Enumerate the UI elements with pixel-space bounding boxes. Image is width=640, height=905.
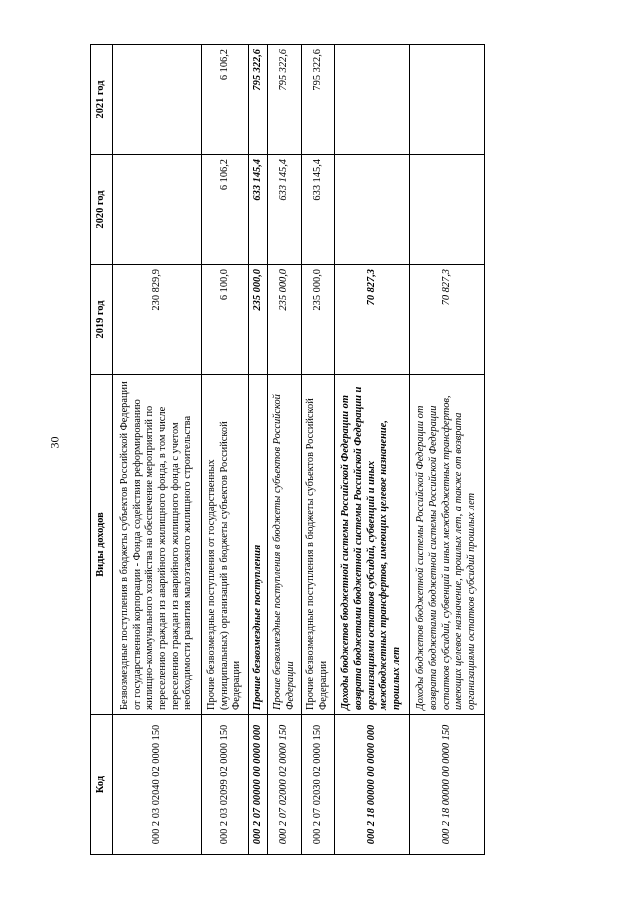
table-body bbox=[113, 45, 485, 855]
row-value-2020: 6 106,2 bbox=[201, 155, 248, 265]
row-revenue-name: Прочие безвозмездные поступления от государственных (муниципальных) организаций в бюджеты субъектов Российской Федерации bbox=[201, 375, 248, 715]
row-value-2021 bbox=[335, 45, 410, 155]
header-year-2020: 2020 год bbox=[91, 155, 113, 265]
revenue-table bbox=[90, 44, 485, 855]
row-value-2021 bbox=[113, 45, 202, 155]
header-revenue-type: Виды доходов bbox=[91, 375, 113, 715]
row-value-2020 bbox=[409, 155, 484, 265]
row-value-2021: 795 322,6 bbox=[268, 45, 301, 155]
row-value-2021: 795 322,6 bbox=[249, 45, 268, 155]
row-value-2020 bbox=[335, 155, 410, 265]
table-row bbox=[301, 45, 334, 855]
row-revenue-name: Прочие безвозмездные поступления bbox=[249, 375, 268, 715]
row-value-2019: 230 829,9 bbox=[113, 265, 202, 375]
table-row bbox=[201, 45, 248, 855]
row-value-2019: 235 000,0 bbox=[268, 265, 301, 375]
row-value-2019: 70 827,3 bbox=[335, 265, 410, 375]
row-code: 000 2 07 02030 02 0000 150 bbox=[301, 715, 334, 855]
row-code: 000 2 03 02040 02 0000 150 bbox=[113, 715, 202, 855]
row-code: 000 2 03 02099 02 0000 150 bbox=[201, 715, 248, 855]
header-year-2019: 2019 год bbox=[91, 265, 113, 375]
table-row bbox=[409, 45, 484, 855]
page-number: 30 bbox=[47, 436, 62, 449]
table-row bbox=[335, 45, 410, 855]
row-code: 000 2 07 02000 02 0000 150 bbox=[268, 715, 301, 855]
table-header-row bbox=[91, 45, 113, 855]
header-code: Код bbox=[91, 715, 113, 855]
row-code: 000 2 18 00000 00 0000 000 bbox=[335, 715, 410, 855]
row-value-2020: 633 145,4 bbox=[301, 155, 334, 265]
row-code: 000 2 07 00000 00 0000 000 bbox=[249, 715, 268, 855]
rotated-page-content bbox=[90, 45, 485, 855]
row-revenue-name: Безвозмездные поступления в бюджеты субъектов Российской Федерации от государственной корпорации - Фонда содействия реформированию жилищно-коммунального хозяйства на обеспечение мероприятий по переселению граждан из аварийного жилищного фонда, в том числе переселению граждан из аварийного жилищного фонда с учетом необходимости развития малоэтажного жилищного строительства bbox=[113, 375, 202, 715]
row-value-2020: 633 145,4 bbox=[249, 155, 268, 265]
row-revenue-name: Доходы бюджетов бюджетной системы Российской Федерации от возврата бюджетами бюджетной системы Российской Федерации остатков субсидий, субвенций и иных межбюджетных трансфертов, имеющих целевое назначение, прошлых лет, а также от возврата организациями остатков субсидий прошлых лет bbox=[409, 375, 484, 715]
table-row bbox=[268, 45, 301, 855]
row-value-2019: 70 827,3 bbox=[409, 265, 484, 375]
row-code: 000 2 18 00000 00 0000 150 bbox=[409, 715, 484, 855]
row-value-2021: 795 322,6 bbox=[301, 45, 334, 155]
table-row bbox=[113, 45, 202, 855]
row-value-2020 bbox=[113, 155, 202, 265]
row-value-2019: 235 000,0 bbox=[301, 265, 334, 375]
row-value-2019: 235 000,0 bbox=[249, 265, 268, 375]
row-revenue-name: Доходы бюджетов бюджетной системы Российской Федерации от возврата бюджетами бюджетной системы Российской Федерации и организациями остатков субсидий, субвенций и иных межбюджетных трансфертов, имеющих целевое назначение, прошлых лет bbox=[335, 375, 410, 715]
row-value-2020: 633 145,4 bbox=[268, 155, 301, 265]
row-revenue-name: Прочие безвозмездные поступления в бюджеты субъектов Российской Федерации bbox=[301, 375, 334, 715]
row-value-2019: 6 100,0 bbox=[201, 265, 248, 375]
header-year-2021: 2021 год bbox=[91, 45, 113, 155]
row-revenue-name: Прочие безвозмездные поступления в бюджеты субъектов Российской Федерации bbox=[268, 375, 301, 715]
table-row bbox=[249, 45, 268, 855]
row-value-2021 bbox=[409, 45, 484, 155]
row-value-2021: 6 106,2 bbox=[201, 45, 248, 155]
